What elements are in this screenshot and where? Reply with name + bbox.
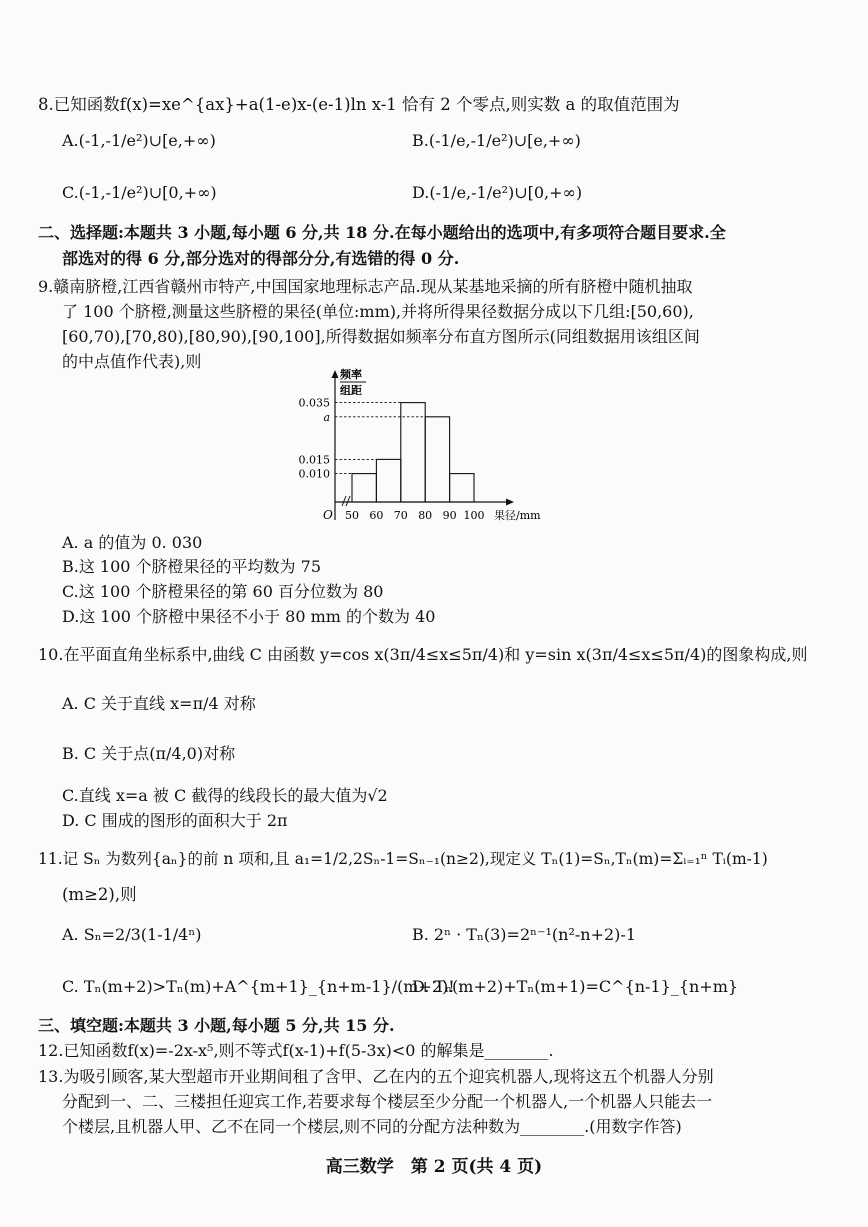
y-axis-arrow bbox=[332, 370, 339, 378]
q9-line-4: 的中点值作代表),则 bbox=[62, 352, 202, 371]
frequency-histogram bbox=[290, 362, 570, 534]
q10-option-d: D. C 围成的图形的面积大于 2π bbox=[62, 811, 288, 830]
q10-stem: 10.在平面直角坐标系中,曲线 C 由函数 y=cos x(3π/4≤x≤5π/4)和 y=sin x(3π/4≤x≤5π/4)的图象构成,则 bbox=[38, 645, 808, 664]
q9-option-b: B.这 100 个脐橙果径的平均数为 75 bbox=[62, 557, 322, 576]
q11-option-d: D. Tₙ(m+2)+Tₙ(m+1)=C^{n-1}_{n+m} bbox=[412, 977, 739, 996]
histogram-bar-3 bbox=[401, 403, 425, 502]
y-tick-label-3: a bbox=[323, 410, 330, 424]
q13-line-1: 13.为吸引顾客,某大型超市开业期间租了含甲、乙在内的五个迎宾机器人,现将这五个机器人分别 bbox=[38, 1067, 714, 1086]
y-tick-label-4: 0.035 bbox=[298, 396, 330, 410]
q10-option-a: A. C 关于直线 x=π/4 对称 bbox=[62, 694, 256, 713]
histogram-bar-1 bbox=[352, 474, 376, 502]
x-axis-arrow bbox=[506, 499, 514, 506]
histogram-bar-5 bbox=[450, 474, 474, 502]
q8-option-d: D.(-1/e,-1/e²)∪[0,+∞) bbox=[412, 183, 583, 202]
section2-line1: 二、选择题:本题共 3 小题,每小题 6 分,共 18 分.在每小题给出的选项中,有多项符合题目要求.全 bbox=[38, 223, 726, 242]
q8-option-b: B.(-1/e,-1/e²)∪[e,+∞) bbox=[412, 131, 581, 150]
q8-stem: 8.已知函数f(x)=xe^{ax}+a(1-e)x-(e-1)ln x-1 恰有 2 个零点,则实数 a 的取值范围为 bbox=[38, 95, 680, 114]
page-footer: 高三数学 第 2 页(共 4 页) bbox=[325, 1157, 543, 1177]
q9-line-3: [60,70),[70,80),[80,90),[90,100],所得数据如频率分布直方图所示(同组数据用该组区间 bbox=[62, 327, 700, 346]
x-tick-label-5: 90 bbox=[442, 509, 457, 522]
x-tick-label-1: 50 bbox=[345, 509, 359, 522]
y-tick-label-1: 0.010 bbox=[298, 467, 330, 481]
q11-option-c: C. Tₙ(m+2)>Tₙ(m)+A^{m+1}_{n+m-1}/(m+2)! bbox=[62, 977, 455, 996]
origin-label: O bbox=[323, 508, 333, 522]
q12-stem: 12.已知函数f(x)=-2x-x⁵,则不等式f(x-1)+f(5-3x)<0 的解集是________. bbox=[38, 1041, 554, 1060]
q10-option-c: C.直线 x=a 被 C 截得的线段长的最大值为√2 bbox=[62, 786, 388, 805]
x-tick-label-2: 60 bbox=[369, 509, 384, 522]
q8-option-a: A.(-1,-1/e²)∪[e,+∞) bbox=[62, 131, 216, 150]
q8-option-c: C.(-1,-1/e²)∪[0,+∞) bbox=[62, 183, 217, 202]
q13-line-3: 个楼层,且机器人甲、乙不在同一个楼层,则不同的分配方法种数为________.(用数字作答) bbox=[62, 1117, 682, 1136]
q11-stem: 11.记 Sₙ 为数列{aₙ}的前 n 项和,且 a₁=1/2,2Sₙ-1=Sₙ₋₁(n≥2),现定义 Tₙ(1)=Sₙ,Tₙ(m)=Σᵢ₌₁ⁿ Tᵢ(m-1) bbox=[38, 850, 768, 868]
q11-option-a: A. Sₙ=2/3(1-1/4ⁿ) bbox=[62, 925, 202, 944]
q9-option-d: D.这 100 个脐橙中果径不小于 80 mm 的个数为 40 bbox=[62, 607, 436, 626]
ylabel-bottom: 组距 bbox=[340, 384, 362, 397]
ylabel-top: 频率 bbox=[340, 368, 362, 381]
q9-line-2: 了 100 个脐橙,测量这些脐橙的果径(单位:mm),并将所得果径数据分成以下几组:[50,60), bbox=[62, 302, 694, 321]
x-tick-label-6: 100 bbox=[463, 509, 485, 522]
q11-stem-2: (m≥2),则 bbox=[62, 885, 137, 904]
xlabel: 果径/mm bbox=[494, 509, 541, 522]
x-tick-label-4: 80 bbox=[418, 509, 433, 522]
section2-line2: 部选对的得 6 分,部分选对的得部分分,有选错的得 0 分. bbox=[62, 249, 460, 268]
histogram-bar-4 bbox=[425, 417, 449, 502]
histogram-bar-2 bbox=[376, 459, 400, 502]
q11-option-b: B. 2ⁿ · Tₙ(3)=2ⁿ⁻¹(n²-n+2)-1 bbox=[412, 925, 636, 944]
y-tick-label-2: 0.015 bbox=[298, 453, 330, 467]
q9-line-1: 9.赣南脐橙,江西省赣州市特产,中国国家地理标志产品.现从某基地采摘的所有脐橙中随机抽取 bbox=[38, 277, 693, 296]
x-tick-label-3: 70 bbox=[393, 509, 408, 522]
section3-heading: 三、填空题:本题共 3 小题,每小题 5 分,共 15 分. bbox=[38, 1016, 395, 1035]
q10-option-b: B. C 关于点(π/4,0)对称 bbox=[62, 744, 236, 763]
q13-line-2: 分配到一、二、三楼担任迎宾工作,若要求每个楼层至少分配一个机器人,一个机器人只能去一 bbox=[62, 1092, 713, 1111]
q9-option-a: A. a 的值为 0. 030 bbox=[62, 533, 203, 552]
axis-break bbox=[342, 496, 350, 506]
q9-option-c: C.这 100 个脐橙果径的第 60 百分位数为 80 bbox=[62, 582, 384, 601]
